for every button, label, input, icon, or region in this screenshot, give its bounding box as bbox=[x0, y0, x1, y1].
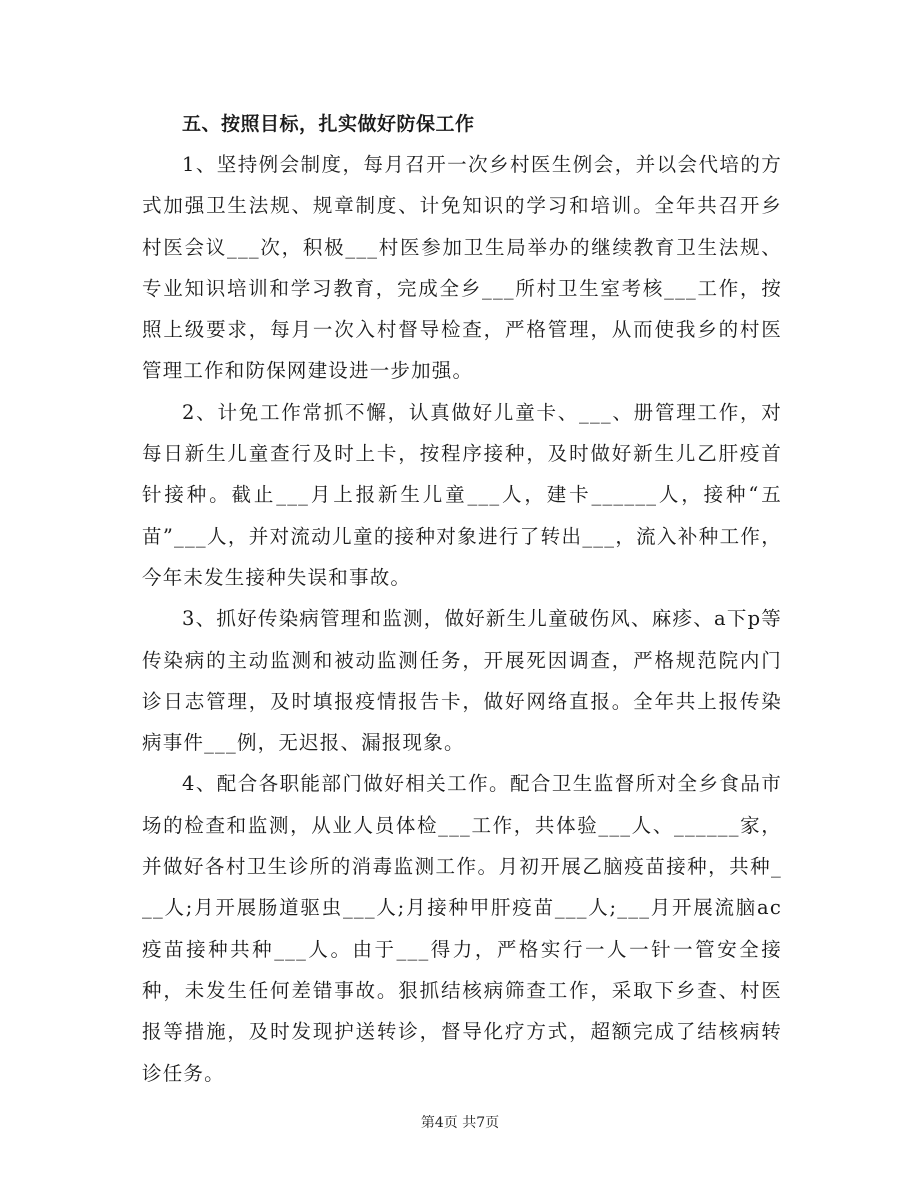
paragraph-3: 3、抓好传染病管理和监测，做好新生儿童破伤风、麻疹、a下p等传染病的主动监测和被动监测任务，开展死因调查，严格规范院内门诊日志管理，及时填报疫情报告卡，做好网络直报。全年共上报传染病事件___例，无迟报、漏报现象。 bbox=[142, 607, 782, 755]
section-heading: 五、按照目标，扎实做好防保工作 bbox=[182, 113, 475, 135]
paragraph-1: 1、坚持例会制度，每月召开一次乡村医生例会，并以会代培的方式加强卫生法规、规章制度、计免知识的学习和培训。全年共召开乡村医会议___次，积极___村医参加卫生局举办的继续教育卫生法规、专业知识培训和学习教育，完成全乡___所村卫生室考核___工作，按照上级要求，每月一次入村督导检查，严格管理，从而使我乡的村医管理工作和防保网建设进一步加强。 bbox=[142, 153, 782, 383]
page-number: 第4页 共7页 bbox=[420, 1115, 500, 1131]
document-body bbox=[142, 104, 782, 1094]
paragraph-4: 4、配合各职能部门做好相关工作。配合卫生监督所对全乡食品市场的检查和监测，从业人员体检___工作，共体验___人、______家，并做好各村卫生诊所的消毒监测工作。月初开展乙脑疫苗接种，共种___人;月开展肠道驱虫___人;月接种甲肝疫苗___人;___月开展流脑ac疫苗接种共种___人。由于___得力，严格实行一人一针一管安全接种，未发生任何差错事故。狠抓结核病筛查工作，采取下乡查、村医报等措施，及时发现护送转诊，督导化疗方式，超额完成了结核病转诊任务。 bbox=[142, 772, 782, 1085]
paragraph-2: 2、计免工作常抓不懈，认真做好儿童卡、___、册管理工作，对每日新生儿童查行及时上卡，按程序接种，及时做好新生儿乙肝疫首针接种。截止___月上报新生儿童___人，建卡______人，接种“五苗”___人，并对流动儿童的接种对象进行了转出___，流入补种工作，今年未发生接种失误和事故。 bbox=[142, 400, 782, 589]
